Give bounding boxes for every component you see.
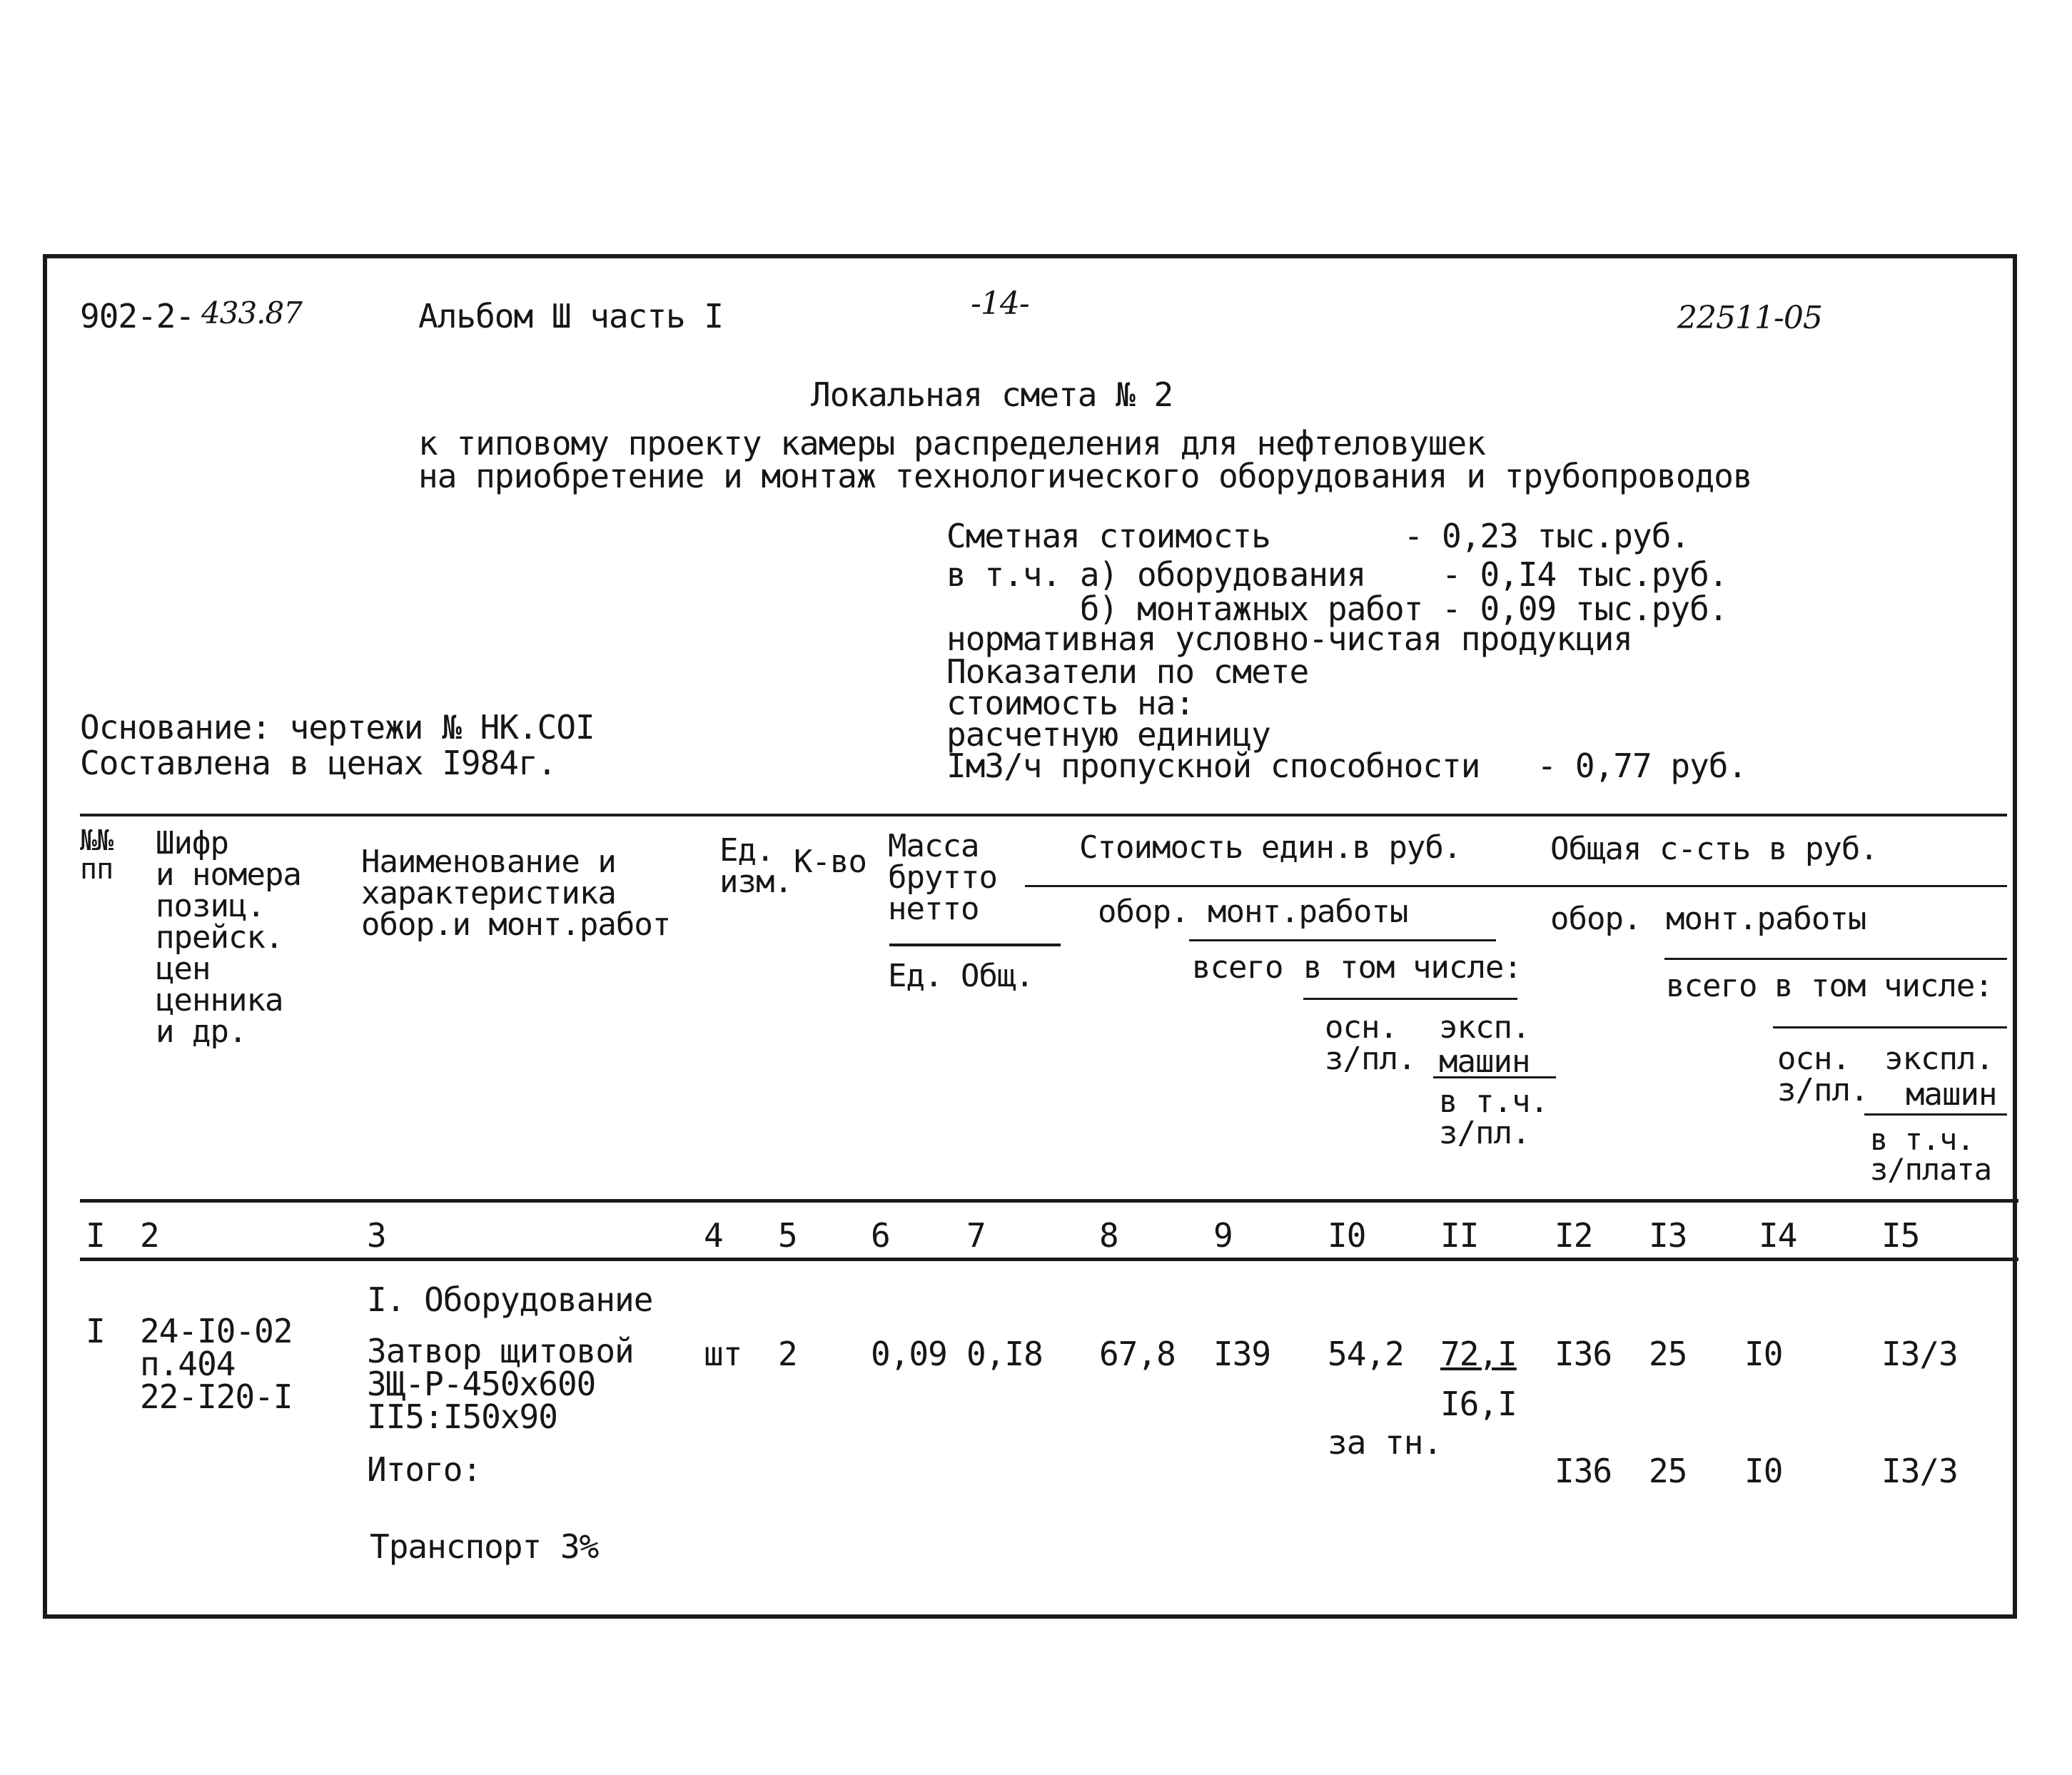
column-number-10: I0 — [1328, 1216, 1366, 1255]
summary-line-8: Iм3/ч пропускной способности - 0,77 руб. — [946, 747, 1747, 785]
project-code: 902-2- — [80, 297, 195, 335]
itogo-total-eksp: I3/3 — [1881, 1452, 1958, 1490]
column-number-7: 7 — [966, 1216, 986, 1255]
column-number-11: II — [1440, 1216, 1479, 1255]
col-header-total-total: всего — [1666, 968, 1757, 1004]
row-mont-total: I39 — [1213, 1335, 1271, 1373]
mass-rule — [889, 944, 1061, 946]
col-header-total-incl: в том числе: — [1774, 968, 1993, 1004]
summary-line-1: Сметная стоимость - 0,23 тыс.руб. — [946, 517, 1690, 555]
row-total-eksp: I3/3 — [1881, 1335, 1958, 1373]
row-unit: шт — [704, 1335, 742, 1373]
unit-mont-rule — [1189, 939, 1496, 941]
col-header-mass: Масса брутто нетто — [888, 828, 997, 927]
total-mash-rule — [1864, 1113, 2007, 1116]
table-top-rule — [80, 814, 2007, 816]
total-incl-rule — [1773, 1026, 2007, 1028]
row-osn-zp: 54,2 — [1328, 1335, 1404, 1373]
col-header-total-cost: Общая с-сть в руб. — [1550, 831, 1878, 867]
itogo-total-osn: I0 — [1744, 1452, 1783, 1490]
col-header-total-mash: машин — [1906, 1076, 1997, 1113]
itogo-total-mont: 25 — [1649, 1452, 1687, 1490]
col-header-unit-osn: осн. з/пл. — [1325, 1009, 1416, 1077]
col-header-total-osn: осн. з/пл. — [1777, 1041, 1869, 1108]
summary-line-5: Показатели по смете — [946, 652, 1309, 691]
total-mont-rule — [1664, 958, 2007, 960]
column-number-5: 5 — [778, 1216, 797, 1255]
col-header-qty: К-во — [794, 844, 866, 880]
column-number-3: 3 — [367, 1216, 386, 1255]
row-mass-total: 0,I8 — [966, 1335, 1043, 1373]
column-number-4: 4 — [704, 1216, 723, 1255]
col-header-unit-mash: машин — [1439, 1043, 1530, 1080]
col-header-unit-eksp: эксп. — [1439, 1009, 1530, 1046]
row-qty: 2 — [778, 1335, 797, 1373]
row-total-osn: I0 — [1744, 1335, 1783, 1373]
column-number-8: 8 — [1099, 1216, 1118, 1255]
document-number: 22511-05 — [1677, 300, 1822, 336]
col-header-mass-unit: Ед. — [888, 958, 943, 994]
col-header-name: Наименование и характеристика обор.и монт.работ — [361, 844, 671, 943]
col-header-unit-cost: Стоимость един.в руб. — [1079, 829, 1462, 866]
col-header-unit-vtch: в т.ч. з/пл. — [1439, 1083, 1548, 1151]
col-header-total-eksp: экспл. — [1884, 1041, 1993, 1077]
row-code: 24-I0-02 п.404 22-I20-I — [140, 1312, 293, 1416]
project-code-handwritten: 433.87 — [201, 295, 302, 330]
col-header-total-mont: монт.работы — [1666, 901, 1866, 937]
col-header-mass-total: Общ. — [961, 958, 1034, 994]
itogo-label: Итого: — [367, 1450, 482, 1489]
col-header-number: №№ пп — [80, 824, 113, 886]
row-equip-cost: 67,8 — [1099, 1335, 1176, 1373]
title-line-2: на приобретение и монтаж технологического оборудования и трубопроводов — [418, 457, 1752, 495]
summary-line-3: б) монтажных работ - 0,09 тыс.руб. — [946, 590, 1728, 628]
row-number: I — [86, 1312, 105, 1350]
row-osn-note: за тн. — [1328, 1423, 1442, 1462]
basis-line-1: Основание: чертежи № НК.СОI — [80, 708, 595, 747]
transport-label: Транспорт 3% — [370, 1527, 599, 1566]
estimate-title: Локальная смета № 2 — [811, 375, 1173, 414]
column-number-6: 6 — [871, 1216, 890, 1255]
column-number-14: I4 — [1759, 1216, 1797, 1255]
header-rule-1 — [1025, 885, 2007, 887]
col-header-unit-equip: обор. — [1098, 894, 1189, 930]
col-header-code: Шифр и номера позиц. прейск. цен ценника и др. — [156, 825, 301, 1050]
col-header-unit: Ед. изм. — [719, 832, 792, 900]
summary-line-7: расчетную единицу — [946, 715, 1270, 754]
col-header-unit-mont: монт.работы — [1208, 894, 1408, 930]
row-eksp-mash: 72,I — [1440, 1335, 1517, 1373]
row-mass-unit: 0,09 — [871, 1335, 947, 1373]
col-header-total-equip: обор. — [1550, 901, 1642, 937]
column-number-2: 2 — [140, 1216, 159, 1255]
basis-line-2: Составлена в ценах I984г. — [80, 744, 557, 782]
header-bottom-rule — [80, 1199, 2018, 1203]
col-header-unit-incl: в том числе: — [1303, 949, 1522, 986]
column-number-9: 9 — [1213, 1216, 1233, 1255]
album-label: Альбом Ш часть I — [418, 297, 724, 335]
title-line-1: к типовому проекту камеры распределения для нефтеловушек — [418, 424, 1485, 462]
itogo-total-equip: I36 — [1555, 1452, 1612, 1490]
col-header-total-vtch: в т.ч. з/плата — [1870, 1122, 1992, 1187]
summary-line-6: стоимость на: — [946, 684, 1195, 722]
col-header-unit-total: всего — [1192, 949, 1283, 986]
row-total-mont: 25 — [1649, 1335, 1687, 1373]
row-total-equip: I36 — [1555, 1335, 1612, 1373]
summary-line-4: нормативная условно-чистая продукция — [946, 620, 1632, 658]
column-number-1: I — [86, 1216, 105, 1255]
row-name: Затвор щитовой ЗЩ-Р-450х600 II5:I50х90 — [367, 1332, 634, 1436]
unit-incl-rule — [1303, 998, 1517, 1000]
row-eksp-zp: I6,I — [1440, 1385, 1517, 1423]
column-number-rule — [80, 1258, 2018, 1261]
column-number-15: I5 — [1881, 1216, 1920, 1255]
summary-line-2: в т.ч. а) оборудования - 0,I4 тыс.руб. — [946, 555, 1728, 594]
column-number-12: I2 — [1555, 1216, 1593, 1255]
column-number-13: I3 — [1649, 1216, 1687, 1255]
section-title: I. Оборудование — [367, 1280, 653, 1319]
page-number: -14- — [971, 285, 1029, 322]
